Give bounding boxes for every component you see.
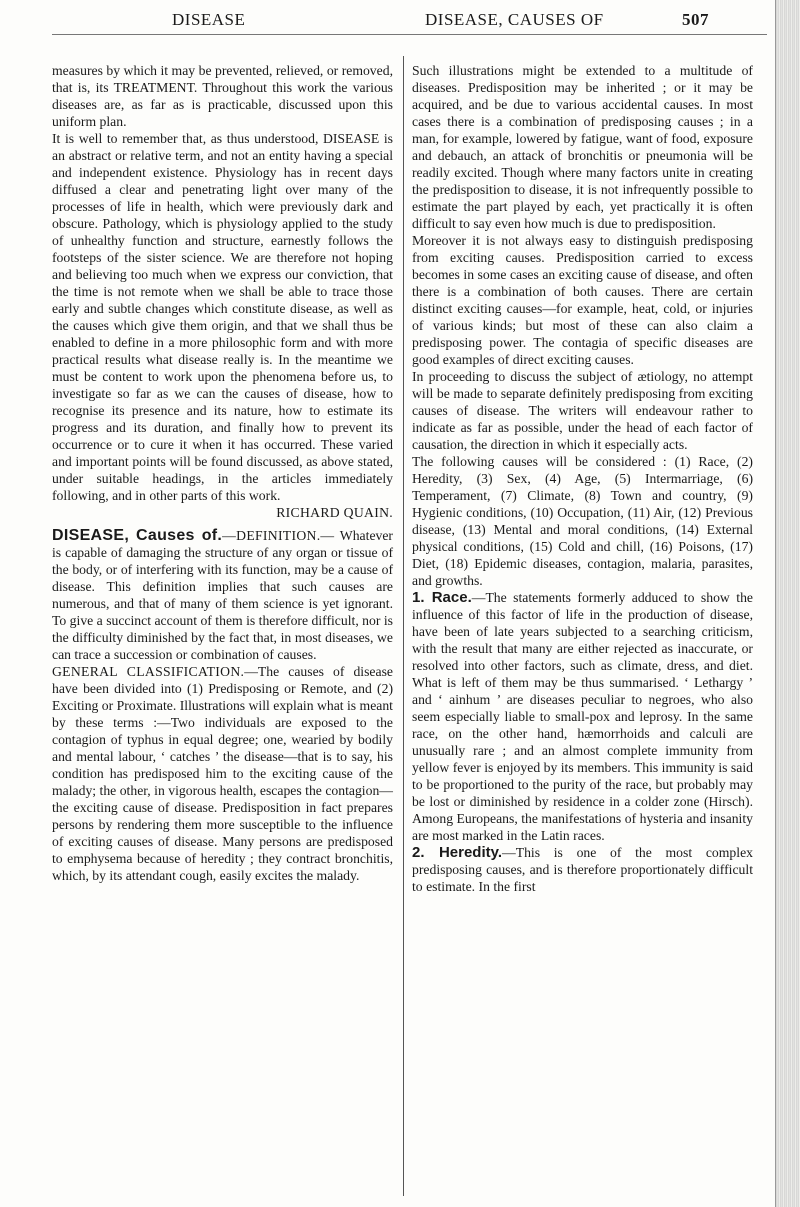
right-column xyxy=(412,62,753,895)
page-number: 507 xyxy=(682,10,709,29)
definition-label: —DEFINITION.— xyxy=(222,528,335,543)
section-heading-heredity: 2. Heredity. xyxy=(412,844,503,861)
classification-paragraph xyxy=(52,663,393,884)
heredity-paragraph xyxy=(412,844,753,895)
running-header xyxy=(52,10,762,32)
left-column xyxy=(52,62,393,884)
section-heading-race: 1. Race. xyxy=(412,589,472,606)
race-paragraph xyxy=(412,589,753,844)
paragraph-text: —This is one of the most complex predisposing causes, and is therefore proportionately difficult to estimate. In the first xyxy=(412,845,753,894)
author-signature: RICHARD QUAIN. xyxy=(276,505,393,520)
paragraph: In proceeding to discuss the subject of ætiology, no attempt will be made to separate definitely predisposing from exciting causes of disease. The writers will endeavour rather to indicate as far as possible, under the head of each factor of causation, the direction in which it especially acts. xyxy=(412,369,753,452)
paragraph: measures by which it may be prevented, relieved, or removed, that is, its TREATMENT. Throughout this work the various diseases are, as far as is practicable, discussed upon this uniform plan. xyxy=(52,63,393,129)
paragraph-text: Whatever is capable of damaging the structure of any organ or tissue of the body, or of interfering with its function, may be a cause of disease. This definition implies that such causes are numerous, and that of many of them science is yet ignorant. To give a succinct account of them is therefore difficult, nor is the difficulty diminished by the fact that, in most diseases, we can trace a succession or combination of causes. xyxy=(52,528,393,662)
header-center: DISEASE, CAUSES OF xyxy=(425,10,604,29)
paragraph: Moreover it is not always easy to distinguish predisposing from exciting causes. Predisposition carried to excess becomes in some cases an exciting cause of disease, and often there is a combination of both causes. There are certain distinct exciting causes—for example, heat, cold, or injuries of various kinds; but most of these can also claim a predisposing power. The contagia of specific diseases are good examples of direct exciting causes. xyxy=(412,233,753,367)
paragraph: The following causes will be considered : (1) Race, (2) Heredity, (3) Sex, (4) Age, (5) Intermarriage, (6) Temperament, (7) Climate, (8) Town and country, (9) Hygienic conditions, (10) Occupation, (11) Air, (12) Previous disease, (13) Mental and moral conditions, (14) External physical conditions, (15) Cold and chill, (16) Poisons, (17) Diet, (18) Epidemic diseases, contagion, malaria, parasites, and growths. xyxy=(412,454,753,588)
header-rule xyxy=(52,34,767,35)
column-divider xyxy=(403,56,404,1196)
classification-label: GENERAL CLASSIFICATION. xyxy=(52,664,245,679)
paragraph-text: —The statements formerly adduced to show the influence of this factor of life in the production of disease, have been of late years subjected to a searching criticism, with the result that many are either rejected as inaccurate, or resolved into other factors, such as climate, dress, and diet. What is left of them may be thus summarised. ‘ Lethargy ’ and ‘ ainhum ’ are diseases peculiar to negroes, who also seem especially liable to small-pox and leprosy. In the same race, on the other hand, hæmorrhoids and calculi are unusually rare ; and an almost complete immunity from yellow fever is enjoyed by its members. This immunity is said to be proportioned to the purity of the race, but probably may be lost or diminished by residence in a colder zone (Hirsch). Among Europeans, the manifestations of hysteria and insanity are most marked in the Latin races. xyxy=(412,590,753,843)
header-left: DISEASE xyxy=(172,10,246,29)
entry-heading: DISEASE, Causes of. xyxy=(52,527,223,544)
paragraph-text: —The causes of disease have been divided into (1) Predisposing or Remote, and (2) Exciting or Proximate. Illustrations will explain what is meant by these terms :—Two individuals are exposed to the contagion of typhus in equal degree; one, wearied by bodily and mental labour, ‘ catches ’ the disease—that is to say, his condition has predisposed him to the exciting cause of the malady; the other, in vigorous health, escapes the contagion—the exciting cause of disease. Predisposition in fact prepares persons by rendering them more susceptible to the influence of exciting causes of disease. Many persons are predisposed to emphysema because of heredity ; they contract bronchitis, which, by its attendant cough, easily excites the malady. xyxy=(52,664,393,883)
entry-paragraph xyxy=(52,527,393,663)
paragraph: Such illustrations might be extended to a multitude of diseases. Predisposition may be inherited ; or it may be acquired, and be due to various accidental causes. In most cases there is a combination of predisposing causes ; in a man, for example, lowered by fatigue, want of food, exposure and debauch, an attack of bronchitis or pneumonia will be readily excited. Though where many factors unite in creating the predisposition to disease, it is not infrequently possible to estimate the part played by each, yet practically it is often difficult to say even how much is due to predisposition. xyxy=(412,63,753,231)
page-edge xyxy=(775,0,800,1207)
paragraph: It is well to remember that, as thus understood, DISEASE is an abstract or relative term, and not an entity having a special and independent existence. Physiology has in recent days diffused a clear and penetrating light over many of the processes of life in health, which were previously dark and obscure. Pathology, which is physiology applied to the study of unhealthy function and structure, earnestly follows the footsteps of the sister science. We are therefore not hoping and believing too much when we express our conviction, that the time is not remote when we shall be able to trace those early and subtle changes which constitute disease, as well as the causes which give them origin, and that we shall thus be enabled to define in a more philosophic form and with more practical results what disease really is. In the meantime we must be content to work upon the phenomena before us, to investigate so far as we can the causes of disease, how to recognise its presence and its nature, how to estimate its progress and its duration, and finally how to prevent its occurrence or to cure it when it has occurred. These varied and important points will be found discussed, as above stated, under suitable headings, in the articles immediately following, and in other parts of this work. xyxy=(52,131,393,503)
